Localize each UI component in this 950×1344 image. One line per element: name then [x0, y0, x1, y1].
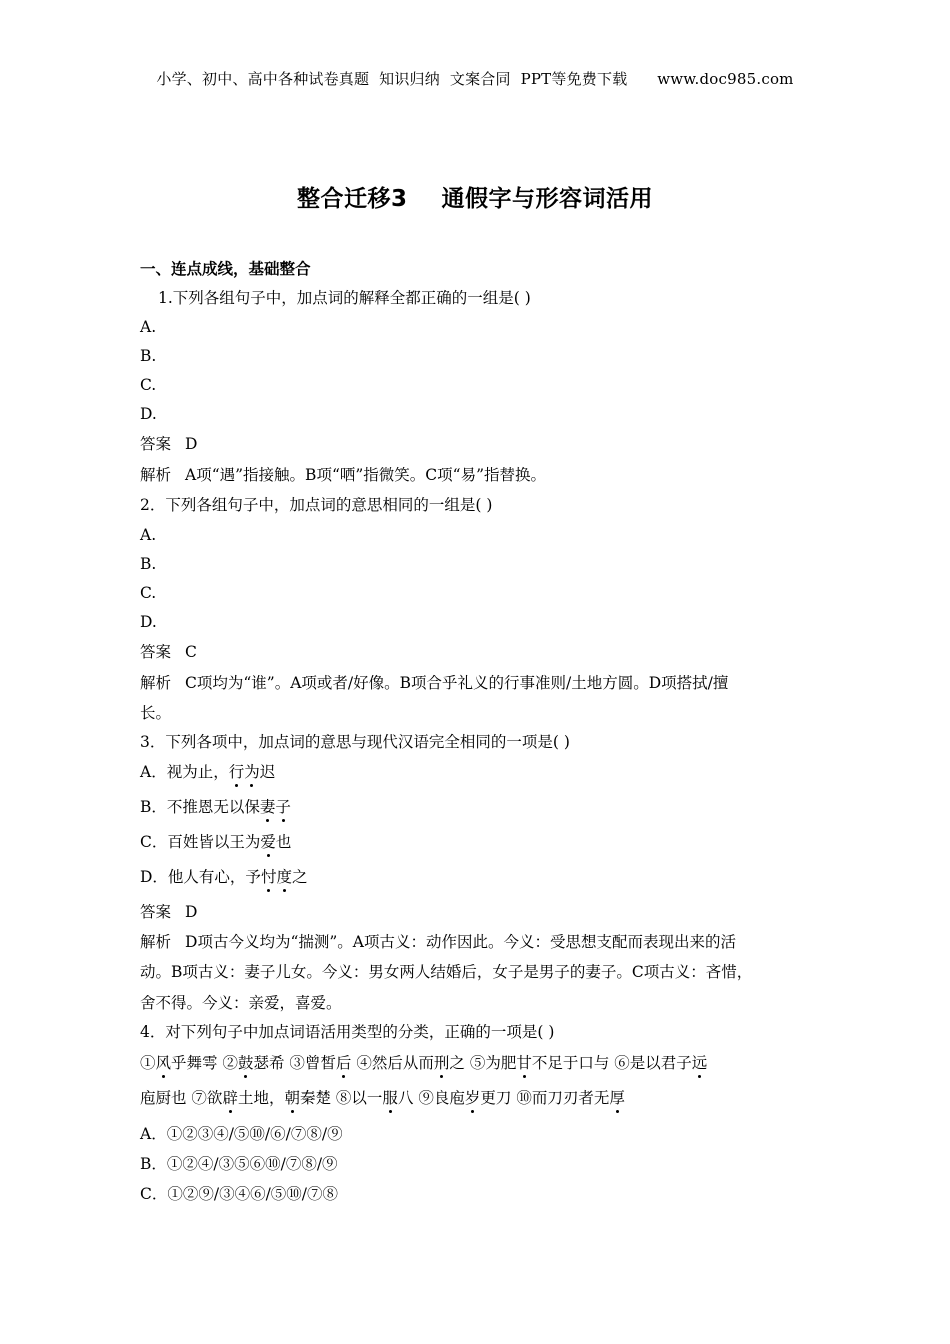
dotted-word: 为 [244, 763, 260, 781]
sentence-text: 之 ⑤为肥 [449, 1054, 517, 1072]
sentence-text: 八 ⑨良庖 [397, 1089, 465, 1107]
dotted-word: 甘 [516, 1054, 532, 1072]
q1-analysis [140, 465, 546, 485]
answer-label: 答案 [140, 643, 172, 661]
q3-stem: 3．下列各项中，加点词的意思与现代汉语完全相同的一项是( ) [140, 733, 570, 751]
sentence-text: 土地， [237, 1089, 285, 1107]
dotted-word: 度 [276, 868, 292, 886]
dotted-word: 岁 [464, 1089, 481, 1107]
analysis-label: 解析 [140, 466, 172, 484]
q2-analysis [140, 673, 728, 693]
q2-analysis-cont: 长。 [140, 704, 172, 722]
q4-option-b: B．①②④/③⑤⑥⑩/⑦⑧/⑨ [140, 1155, 338, 1173]
sentence-text: 不足于口与 ⑥是以君子 [531, 1054, 692, 1072]
q1-option-d: D. [140, 405, 157, 423]
analysis-label: 解析 [140, 674, 172, 692]
dotted-word: 爱 [260, 833, 276, 851]
q3-option-d [140, 867, 307, 887]
q3-answer [140, 902, 197, 922]
q3-option-b [140, 797, 291, 817]
q3-option-c [140, 832, 291, 852]
page-header: 小学、初中、高中各种试卷真题 知识归纳 文案合同 PPT等免费下载 www.doc985.com [156, 70, 794, 88]
sentence-text: 更刀 ⑩而刀刃者无 [480, 1089, 610, 1107]
sentence-text: 秦楚 ⑧以一 [299, 1089, 383, 1107]
analysis-label: 解析 [140, 933, 172, 951]
q1-option-b: B. [140, 347, 157, 365]
q3-analysis-cont: 舍不得。今义：亲爱，喜爱。 [140, 994, 342, 1012]
q2-answer [140, 642, 197, 662]
sentence-text: ① [140, 1054, 156, 1072]
q1-option-a: A. [140, 318, 157, 336]
q1-option-c: C. [140, 376, 157, 394]
q3-analysis-cont: 动。B项古义：妻子儿女。今义：男女两人结婚后，女子是男子的妻子。C项古义：吝惜， [140, 963, 753, 981]
answer-label: 答案 [140, 903, 172, 921]
answer-label: 答案 [140, 435, 172, 453]
option-text: C．百姓皆以王为 [140, 833, 261, 851]
sentence-text: 庖厨也 ⑦欲 [140, 1089, 223, 1107]
dotted-word: 辟 [222, 1089, 238, 1107]
option-text: A．视为止， [140, 763, 229, 781]
q2-option-a: A. [140, 526, 157, 544]
dotted-word: 服 [382, 1089, 398, 1107]
dotted-word: 行 [228, 763, 245, 781]
q4-option-c: C．①②⑨/③④⑥/⑤⑩/⑦⑧ [140, 1185, 339, 1203]
q1-stem: 1.下列各组句子中，加点词的解释全都正确的一组是( ) [158, 289, 531, 307]
dotted-word: 忖 [260, 868, 277, 886]
q4-stem: 4．对下列句子中加点词语活用类型的分类，正确的一项是( ) [140, 1023, 555, 1041]
dotted-word: 朝 [284, 1089, 300, 1107]
analysis-text: D项古今义均为“揣测”。A项古义：动作因此。今义：受思想支配而表现出来的活 [185, 933, 736, 951]
page-title: 整合迁移3 通假字与形容词活用 [296, 186, 654, 212]
q2-option-d: D. [140, 613, 157, 631]
q2-option-c: C. [140, 584, 157, 602]
dotted-word: 远 [691, 1054, 708, 1072]
section-heading: 一、连点成线，基础整合 [140, 260, 311, 278]
option-text: 之 [291, 868, 308, 886]
option-text: B．不推恩无以保 [140, 798, 260, 816]
option-text: D．他人有心，予 [140, 868, 261, 886]
q4-sentences-line1 [140, 1053, 707, 1073]
analysis-text: C项均为“谁”。A项或者/好像。B项合乎礼义的行事准则/土地方圆。D项搭拭/擅 [185, 674, 729, 692]
option-text: 迟 [259, 763, 276, 781]
answer-value: C [185, 643, 197, 661]
q3-analysis [140, 932, 736, 952]
dotted-word: 后 [335, 1054, 352, 1072]
answer-value: D [185, 435, 198, 453]
dotted-word: 刑 [433, 1054, 450, 1072]
dotted-word: 妻 [259, 798, 276, 816]
sentence-text: 乎舞雩 ② [171, 1054, 238, 1072]
dotted-word: 子 [275, 798, 291, 816]
sentence-text: ④然后从而 [351, 1054, 434, 1072]
q3-option-a [140, 762, 275, 782]
option-text: 也 [275, 833, 292, 851]
analysis-text: A项“遇”指接触。B项“哂”指微笑。C项“易”指替换。 [185, 466, 547, 484]
sentence-text: 瑟希 ③曾皙 [253, 1054, 336, 1072]
dotted-word: 厚 [609, 1089, 625, 1107]
q1-answer [140, 434, 197, 454]
q4-sentences-line2 [140, 1088, 625, 1108]
dotted-word: 鼓 [237, 1054, 254, 1072]
q2-stem: 2．下列各组句子中，加点词的意思相同的一组是( ) [140, 496, 493, 514]
q4-option-a: A．①②③④/⑤⑩/⑥/⑦⑧/⑨ [140, 1125, 343, 1143]
q2-option-b: B. [140, 555, 157, 573]
dotted-word: 风 [155, 1054, 172, 1072]
answer-value: D [185, 903, 198, 921]
